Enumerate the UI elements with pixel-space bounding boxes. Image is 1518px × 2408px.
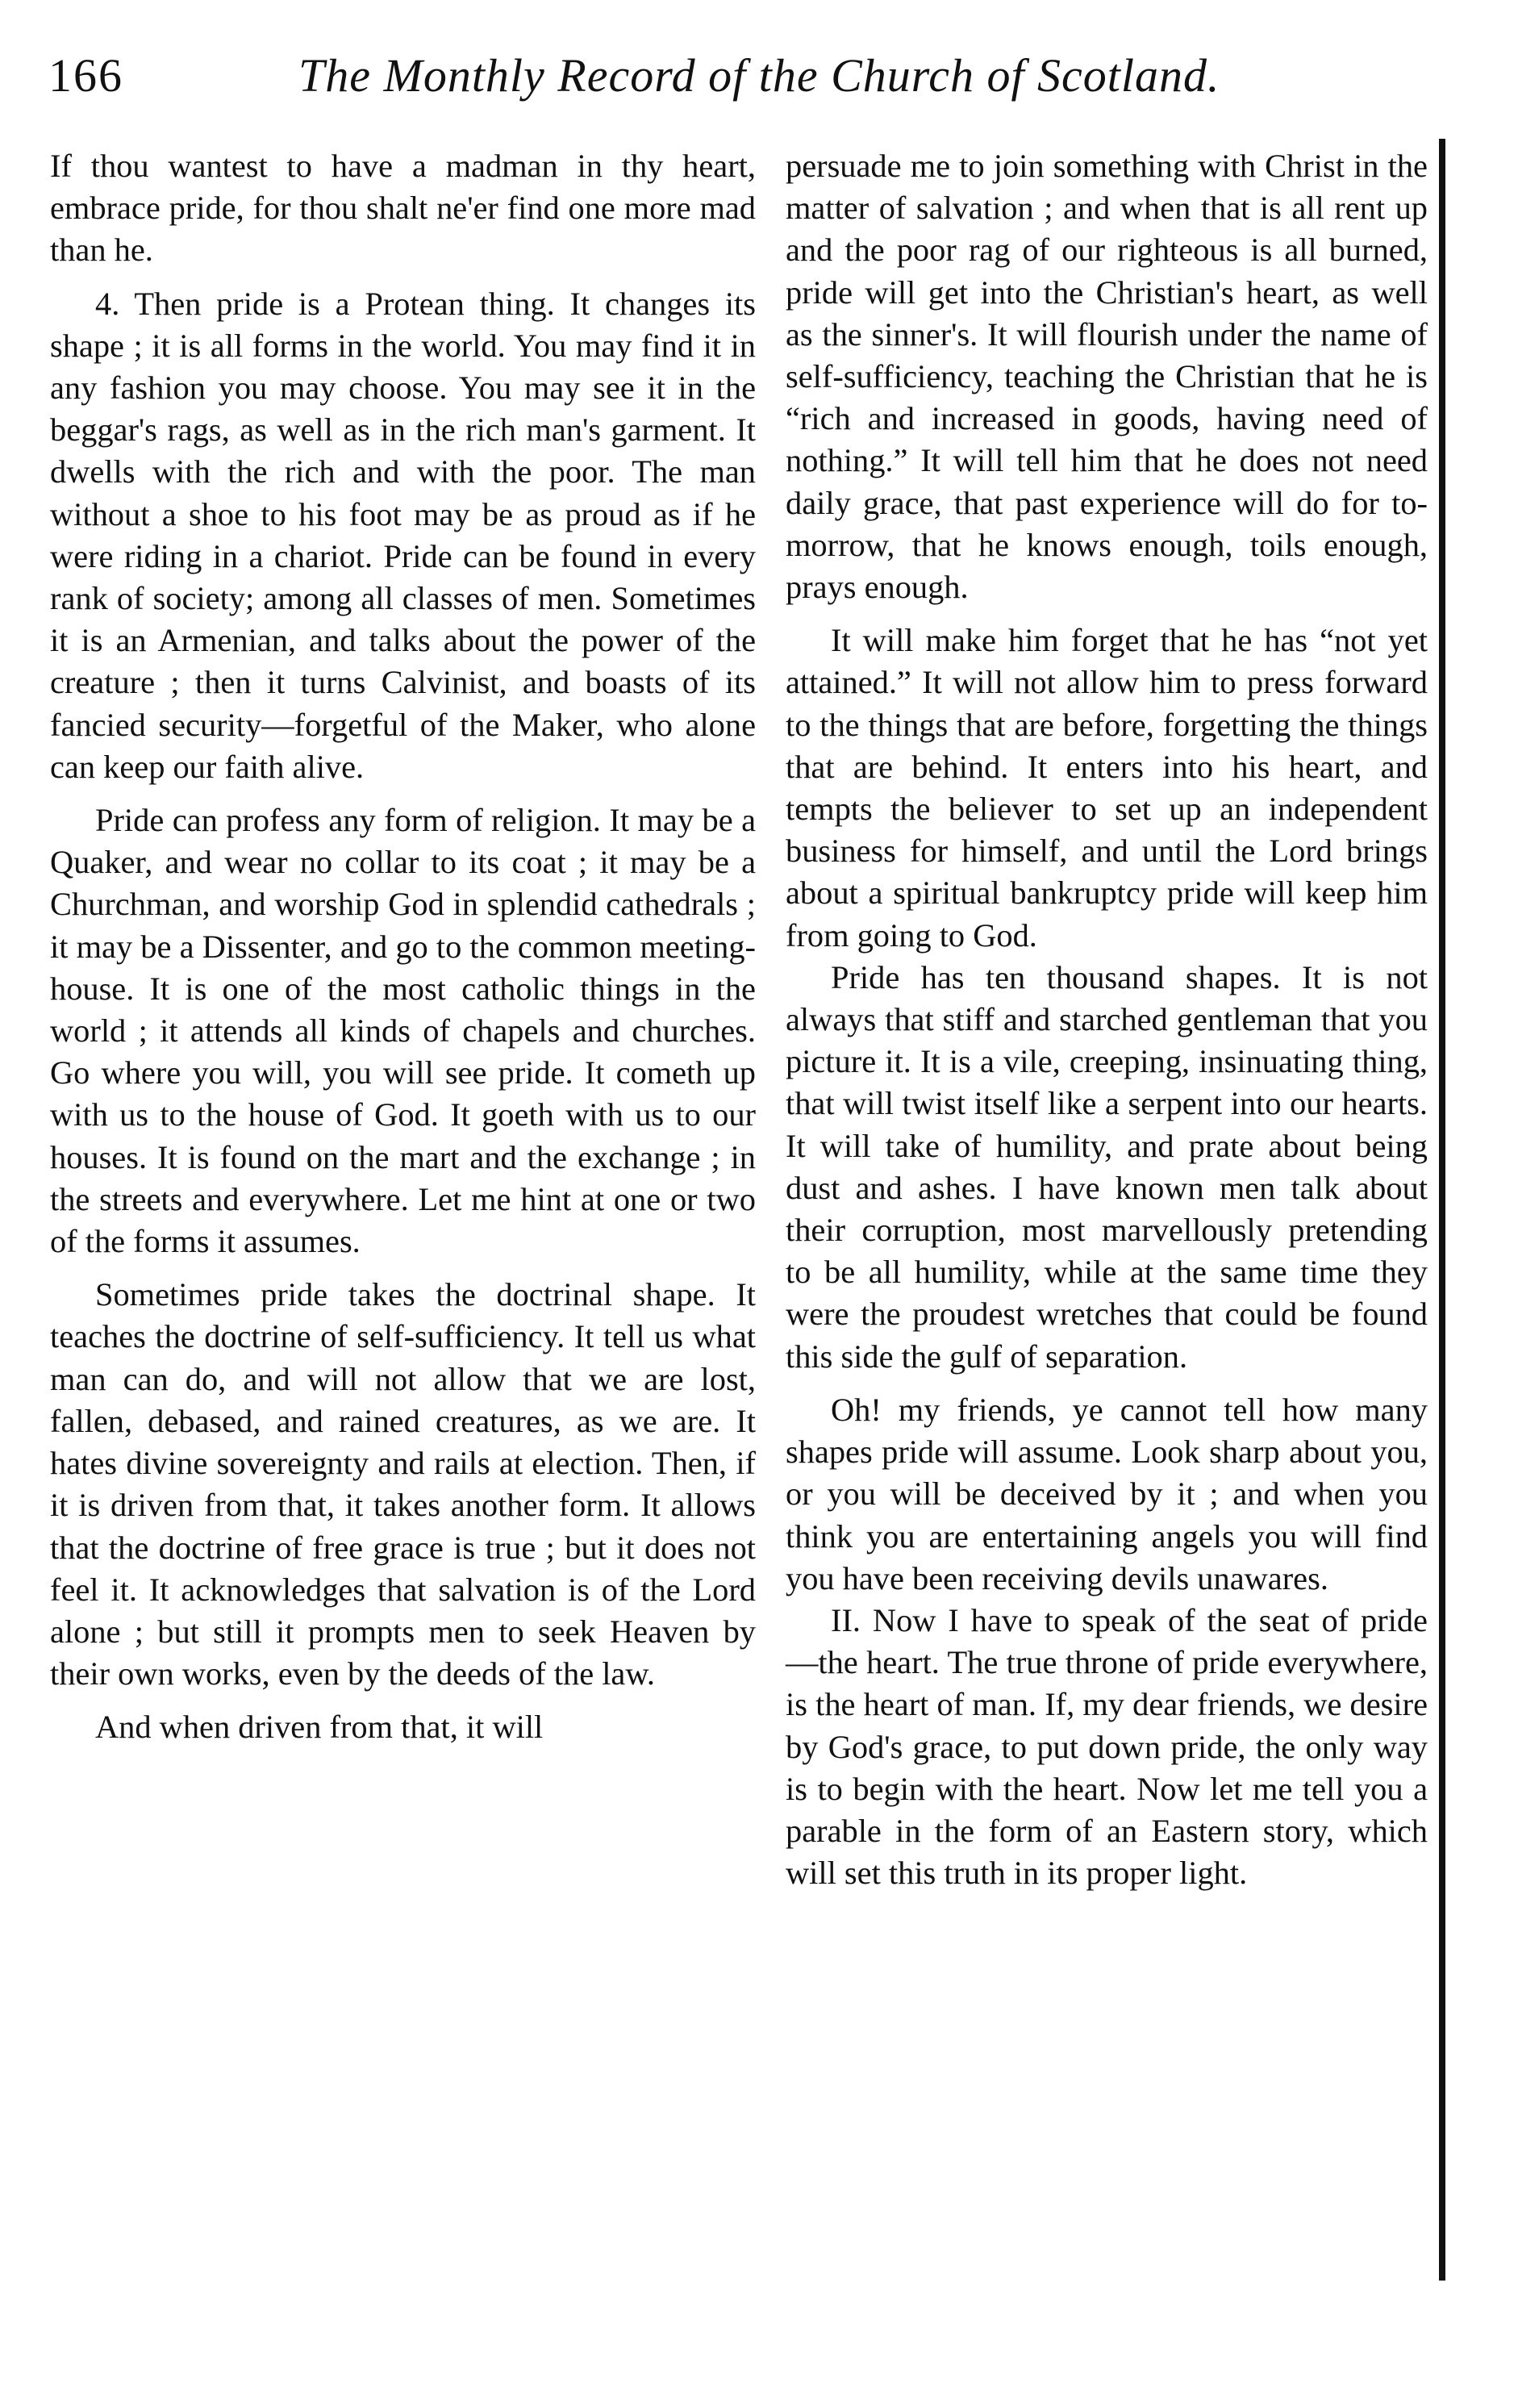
right-column — [786, 145, 1428, 1894]
paragraph: Pride has ten thousand shapes. It is not always that stiff and starched gentleman that you picture it. It is a vile, creeping, insinuating thing, that will twist itself like a serpent into our hearts. It will take of humility, and prate about being dust and ashes. I have known men talk about their corruption, most marvellously pretending to be all humility, while at the same time they were the proudest wretches that could be found this side the gulf of separation. — [786, 958, 1428, 1375]
paragraph: It will make him forget that he has “not yet attained.” It will not allow him to press forward to the things that are before, forgetting the things that are behind. It enters into his heart, and tempts the believer to set up an independent business for himself, and until the Lord brings about a spiritual bankruptcy pride will keep him from going to God. — [786, 622, 1428, 954]
page-header — [48, 48, 1258, 121]
running-title: The Monthly Record of the Church of Scotland. — [298, 49, 1220, 102]
left-column — [50, 145, 756, 1749]
paragraph: Oh! my friends, ye cannot tell how many shapes pride will assume. Look sharp about you, or you will be deceived by it ; and when you think you are entertaining angels you will find you have been receiving devils unawares. — [786, 1391, 1428, 1596]
paragraph: Sometimes pride takes the doctrinal shape. It teaches the doctrine of self-sufficiency. It tell us what man can do, and will not allow that we are lost, fallen, debased, and rained creatures, as we are. It hates divine sovereignty and rails at election. Then, if it is driven from that, it takes another form. It allows that the doctrine of free grace is true ; but it does not feel it. It acknowledges that salvation is of the Lord alone ; but still it prompts men to seek Heaven by their own works, even by the deeds of the law. — [50, 1276, 756, 1692]
paragraph: If thou wantest to have a madman in thy heart, embrace pride, for thou shalt ne'er find one more mad than he. — [50, 148, 756, 269]
paragraph: persuade me to join something with Christ in the matter of salvation ; and when that is all rent up and the poor rag of our righteous is all burned, pride will get into the Christian's heart, as well as the sinner's. It will flourish under the name of self-sufficiency, teaching the Christian that he is “rich and increased in goods, having need of nothing.” It will tell him that he does not need daily grace, that past experience will do for to-morrow, that he knows enough, toils enough, prays enough. — [786, 148, 1428, 606]
column-rule — [1439, 139, 1445, 2281]
paragraph: 4. Then pride is a Protean thing. It changes its shape ; it is all forms in the world. You may find it in any fashion you may choose. You may see it in the beggar's rags, as well as in the rich man's garment. It dwells with the rich and with the poor. The man without a shoe to his foot may be as proud as if he were riding in a chariot. Pride can be found in every rank of society; among all classes of men. Sometimes it is an Armenian, and talks about the power of the creature ; then it turns Calvinist, and boasts of its fancied security—forgetful of the Maker, who alone can keep our faith alive. — [50, 285, 756, 785]
page-number: 166 — [48, 49, 123, 102]
paragraph: II. Now I have to speak of the seat of pride —the heart. The true throne of pride everywhere, is the heart of man. If, my dear friends, we desire by God's grace, to put down pride, the only way is to begin with the heart. Now let me tell you a parable in the form of an Eastern story, which will set this truth in its proper light. — [786, 1601, 1428, 1892]
paragraph: Pride can profess any form of religion. It may be a Quaker, and wear no collar to its coat ; it may be a Churchman, and worship God in splendid cathedrals ; it may be a Dissenter, and go to the common meeting-house. It is one of the most catholic things in the world ; it attends all kinds of chapels and churches. Go where you will, you will see pride. It cometh up with us to the house of God. It goeth with us to our houses. It is found on the mart and the exchange ; in the streets and everywhere. Let me hint at one or two of the forms it assumes. — [50, 802, 756, 1260]
paragraph: And when driven from that, it will — [95, 1709, 544, 1746]
